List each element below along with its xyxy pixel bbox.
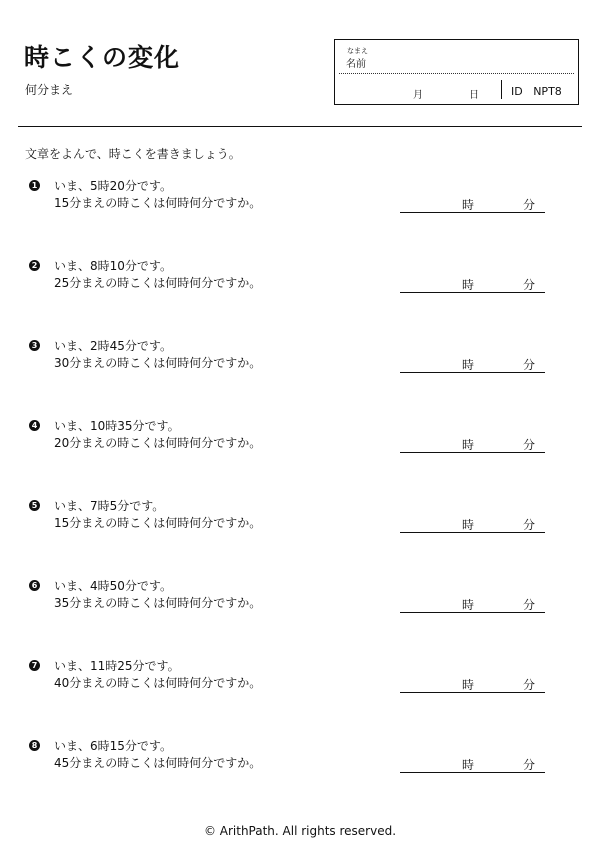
question-prompt: 40分まえの時こくは何時何分ですか。: [54, 676, 262, 690]
answer-line: [400, 452, 545, 453]
question-statement: いま、11時25分です。: [54, 659, 180, 673]
month-label: 月: [413, 90, 423, 101]
question-statement: いま、4時50分です。: [54, 579, 172, 593]
answer-line: [400, 292, 545, 293]
question-number-badge: 1: [29, 180, 40, 191]
question-number-badge: 7: [29, 660, 40, 671]
answer-minute-label: 分: [523, 198, 536, 212]
worksheet-id: ID NPT8: [511, 85, 562, 98]
answer-hour-label: 時: [462, 598, 475, 612]
question-statement: いま、8時10分です。: [54, 259, 172, 273]
answer-minute-label: 分: [523, 278, 536, 292]
answer-line: [400, 612, 545, 613]
answer-hour-label: 時: [462, 198, 475, 212]
answer-hour-label: 時: [462, 438, 475, 452]
question-2: [0, 257, 600, 317]
answer-minute-label: 分: [523, 758, 536, 772]
answer-minute-label: 分: [523, 518, 536, 532]
question-number-badge: 3: [29, 340, 40, 351]
page-subtitle: 何分まえ: [25, 83, 74, 97]
question-prompt: 45分まえの時こくは何時何分ですか。: [54, 756, 262, 770]
question-statement: いま、2時45分です。: [54, 339, 172, 353]
question-6: [0, 577, 600, 637]
question-prompt: 30分まえの時こくは何時何分ですか。: [54, 356, 262, 370]
answer-hour-label: 時: [462, 358, 475, 372]
question-3: [0, 337, 600, 397]
copyright-footer: © ArithPath. All rights reserved.: [203, 824, 397, 838]
answer-line: [400, 532, 545, 533]
answer-minute-label: 分: [523, 598, 536, 612]
question-statement: いま、10時35分です。: [54, 419, 180, 433]
answer-hour-label: 時: [462, 678, 475, 692]
name-box: [334, 39, 579, 105]
name-ruby: なまえ: [347, 47, 368, 55]
answer-minute-label: 分: [523, 358, 536, 372]
name-label: 名前: [346, 59, 366, 70]
question-statement: いま、6時15分です。: [54, 739, 172, 753]
answer-line: [400, 772, 545, 773]
answer-line: [400, 372, 545, 373]
answer-minute-label: 分: [523, 678, 536, 692]
question-prompt: 25分まえの時こくは何時何分ですか。: [54, 276, 262, 290]
header-divider: [18, 126, 582, 127]
question-7: [0, 657, 600, 717]
question-5: [0, 497, 600, 557]
question-8: [0, 737, 600, 797]
question-statement: いま、5時20分です。: [54, 179, 172, 193]
question-4: [0, 417, 600, 477]
answer-line: [400, 692, 545, 693]
question-prompt: 15分まえの時こくは何時何分ですか。: [54, 196, 262, 210]
question-statement: いま、7時5分です。: [54, 499, 165, 513]
question-1: [0, 177, 600, 237]
question-number-badge: 6: [29, 580, 40, 591]
question-prompt: 20分まえの時こくは何時何分ですか。: [54, 436, 262, 450]
answer-line: [400, 212, 545, 213]
answer-hour-label: 時: [462, 758, 475, 772]
question-prompt: 35分まえの時こくは何時何分ですか。: [54, 596, 262, 610]
name-writing-line: [339, 73, 574, 74]
answer-hour-label: 時: [462, 518, 475, 532]
page-title: 時こくの変化: [24, 43, 181, 72]
question-prompt: 15分まえの時こくは何時何分ですか。: [54, 516, 262, 530]
answer-hour-label: 時: [462, 278, 475, 292]
question-number-badge: 2: [29, 260, 40, 271]
answer-minute-label: 分: [523, 438, 536, 452]
question-number-badge: 5: [29, 500, 40, 511]
question-number-badge: 8: [29, 740, 40, 751]
day-label: 日: [469, 90, 479, 101]
question-number-badge: 4: [29, 420, 40, 431]
id-separator: [501, 80, 502, 99]
instruction-text: 文章をよんで、時こくを書きましょう。: [25, 147, 241, 161]
